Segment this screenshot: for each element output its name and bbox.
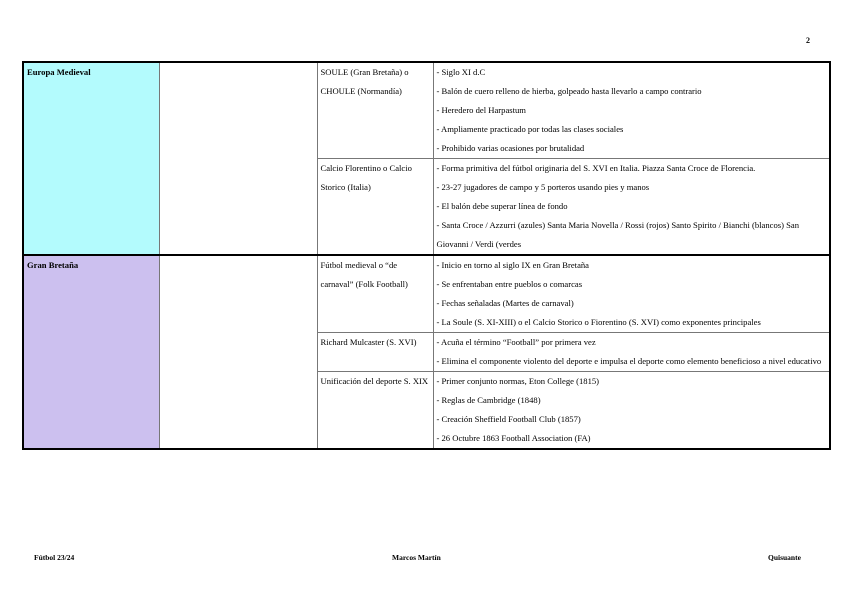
topic-label: Unificación del deporte S. XIX [320,376,429,386]
region-cell-europa-medieval [23,62,159,255]
detail-line: - Ampliamente practicado por todas las clases sociales [436,124,624,134]
detail-line: - El balón debe superar línea de fondo [436,201,568,211]
topic-cell [317,255,433,333]
footer-right: Quisuante [768,553,801,562]
empty-cell [159,62,317,255]
footer-left: Fútbol 23/24 [34,553,75,562]
table-row [23,62,830,159]
detail-line: - 23-27 jugadores de campo y 5 porteros usando pies y manos [436,182,650,192]
detail-line: - Fechas señaladas (Martes de carnaval) [436,298,574,308]
topic-cell [317,333,433,372]
details-cell [433,255,830,333]
topic-label: SOULE (Gran Bretaña) o CHOULE (Normandía) [320,67,409,96]
region-label: Gran Bretaña [27,260,79,270]
table-row [23,255,830,333]
detail-line: - Prohibido varias ocasiones por brutalidad [436,143,585,153]
detail-line: - 26 Octubre 1863 Football Association (FA) [436,433,591,443]
topic-label: Fútbol medieval o “de carnaval” (Folk Football) [320,260,408,289]
detail-line: - Elimina el componente violento del deporte e impulsa el deporte como elemento beneficioso a nivel educativo [436,356,822,366]
topic-label: Calcio Florentino o Calcio Storico (Italia) [320,163,412,192]
detail-line: - La Soule (S. XI-XIII) o el Calcio Storico o Fiorentino (S. XVI) como exponentes principales [436,317,761,327]
topic-cell [317,159,433,256]
topic-label: Richard Mulcaster (S. XVI) [320,337,417,347]
detail-line: - Santa Croce / Azzurri (azules) Santa Maria Novella / Rossi (rojos) Santo Spirito / Bianchi (blancos) San Giovanni / Verdi (verdes [436,220,800,249]
detail-line: - Acuña el término “Football” por primera vez [436,337,596,347]
detail-line: - Reglas de Cambridge (1848) [436,395,541,405]
detail-line: - Forma primitiva del fútbol originaria del S. XVI en Italia. Piazza Santa Croce de Florencia. [436,163,756,173]
details-cell [433,372,830,450]
region-cell-gran-bretana [23,255,159,449]
details-cell [433,159,830,256]
details-cell [433,333,830,372]
details-cell [433,62,830,159]
detail-line: - Se enfrentaban entre pueblos o comarcas [436,279,583,289]
detail-line: - Balón de cuero relleno de hierba, golpeado hasta llevarlo a campo contrario [436,86,702,96]
topic-cell [317,62,433,159]
detail-line: - Siglo XI d.C [436,67,486,77]
empty-cell [159,255,317,449]
detail-line: - Heredero del Harpastum [436,105,526,115]
topic-cell [317,372,433,450]
footer-author: Marcos Martín [392,553,441,562]
region-label: Europa Medieval [27,67,91,77]
detail-line: - Primer conjunto normas, Eton College (1815) [436,376,600,386]
detail-line: - Inicio en torno al siglo IX en Gran Bretaña [436,260,589,270]
content-table [22,61,831,450]
page-number: 2 [806,36,810,45]
detail-line: - Creación Sheffield Football Club (1857) [436,414,581,424]
